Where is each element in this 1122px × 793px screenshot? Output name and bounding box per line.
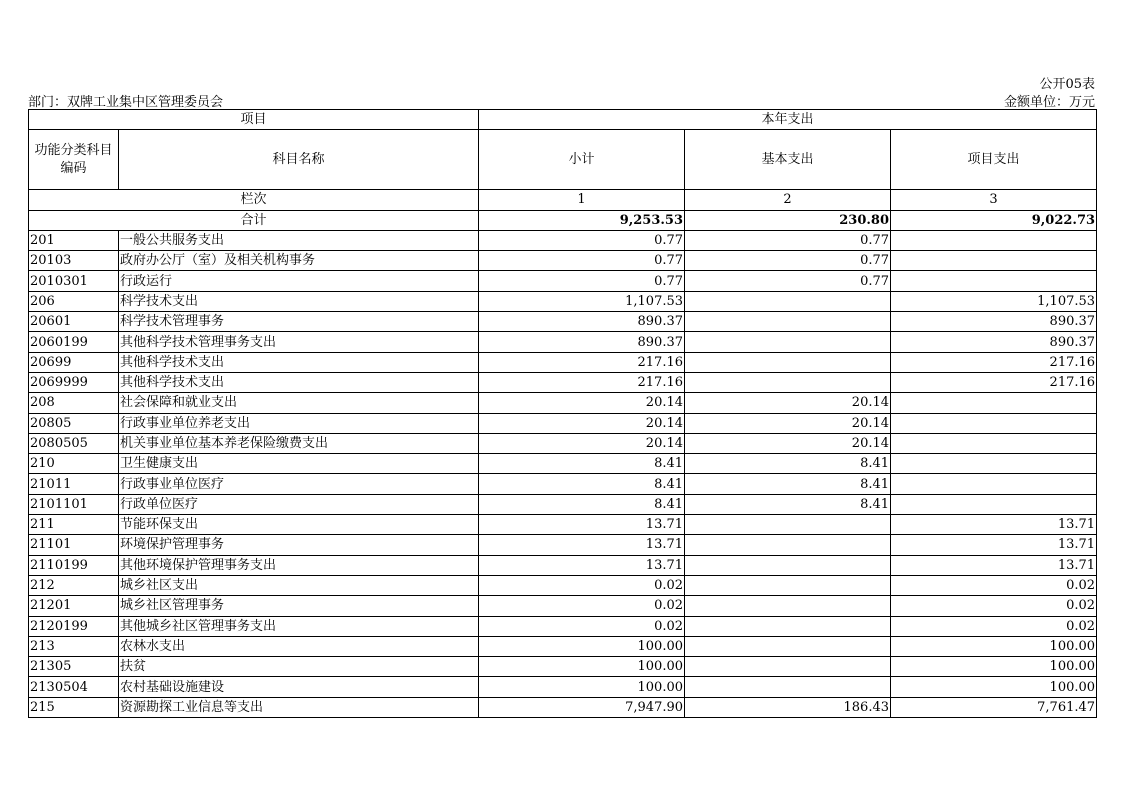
table-row — [29, 616, 1097, 636]
row-basic — [685, 657, 891, 677]
row-basic — [685, 515, 891, 535]
row-basic: 20.14 — [685, 413, 891, 433]
row-name: 城乡社区支出 — [119, 575, 479, 595]
row-subtotal: 13.71 — [479, 555, 685, 575]
row-project: 890.37 — [891, 332, 1097, 352]
row-name: 其他环境保护管理事务支出 — [119, 555, 479, 575]
row-name: 社会保障和就业支出 — [119, 393, 479, 413]
row-code: 215 — [29, 697, 119, 717]
row-code: 20103 — [29, 251, 119, 271]
header-row-1 — [29, 110, 1097, 130]
row-code: 208 — [29, 393, 119, 413]
table-row — [29, 393, 1097, 413]
row-project: 7,761.47 — [891, 697, 1097, 717]
row-basic — [685, 372, 891, 392]
row-subtotal: 0.77 — [479, 251, 685, 271]
table-row — [29, 271, 1097, 291]
row-project — [891, 251, 1097, 271]
row-project: 100.00 — [891, 677, 1097, 697]
row-code: 211 — [29, 515, 119, 535]
table-row — [29, 372, 1097, 392]
row-subtotal: 8.41 — [479, 494, 685, 514]
table-row — [29, 697, 1097, 717]
row-code: 2069999 — [29, 372, 119, 392]
table-row — [29, 433, 1097, 453]
row-project — [891, 494, 1097, 514]
row-name: 行政单位医疗 — [119, 494, 479, 514]
row-subtotal: 8.41 — [479, 454, 685, 474]
row-code: 2110199 — [29, 555, 119, 575]
row-basic: 20.14 — [685, 433, 891, 453]
row-subtotal: 13.71 — [479, 515, 685, 535]
row-name: 其他科学技术支出 — [119, 352, 479, 372]
table-row — [29, 291, 1097, 311]
row-basic: 20.14 — [685, 393, 891, 413]
table-row — [29, 312, 1097, 332]
table-row — [29, 596, 1097, 616]
row-code: 21101 — [29, 535, 119, 555]
row-basic — [685, 312, 891, 332]
row-subtotal: 100.00 — [479, 636, 685, 656]
column-1: 1 — [479, 190, 685, 210]
row-code: 21305 — [29, 657, 119, 677]
table-row — [29, 454, 1097, 474]
row-subtotal: 0.02 — [479, 616, 685, 636]
table-row — [29, 474, 1097, 494]
row-project: 13.71 — [891, 535, 1097, 555]
row-project — [891, 413, 1097, 433]
row-subtotal: 8.41 — [479, 474, 685, 494]
row-basic — [685, 352, 891, 372]
row-code: 21011 — [29, 474, 119, 494]
header-basic: 基本支出 — [685, 130, 891, 190]
row-basic — [685, 575, 891, 595]
row-project: 0.02 — [891, 575, 1097, 595]
row-project — [891, 393, 1097, 413]
row-name: 城乡社区管理事务 — [119, 596, 479, 616]
row-code: 20805 — [29, 413, 119, 433]
total-subtotal: 9,253.53 — [479, 210, 685, 230]
row-code: 20601 — [29, 312, 119, 332]
row-name: 科学技术管理事务 — [119, 312, 479, 332]
total-basic: 230.80 — [685, 210, 891, 230]
row-project: 100.00 — [891, 636, 1097, 656]
total-row — [29, 210, 1097, 230]
table-row — [29, 413, 1097, 433]
row-project: 13.71 — [891, 555, 1097, 575]
column-label: 栏次 — [29, 190, 479, 210]
table-row — [29, 251, 1097, 271]
row-subtotal: 100.00 — [479, 657, 685, 677]
table-row — [29, 555, 1097, 575]
row-name: 行政事业单位养老支出 — [119, 413, 479, 433]
column-number-row — [29, 190, 1097, 210]
row-name: 节能环保支出 — [119, 515, 479, 535]
row-code: 201 — [29, 230, 119, 250]
row-name: 其他科学技术管理事务支出 — [119, 332, 479, 352]
row-name: 资源勘探工业信息等支出 — [119, 697, 479, 717]
row-name: 一般公共服务支出 — [119, 230, 479, 250]
row-basic — [685, 535, 891, 555]
header-subtotal: 小计 — [479, 130, 685, 190]
row-basic — [685, 291, 891, 311]
row-subtotal: 0.02 — [479, 596, 685, 616]
row-project — [891, 271, 1097, 291]
row-project: 217.16 — [891, 352, 1097, 372]
row-subtotal: 0.77 — [479, 230, 685, 250]
row-basic — [685, 555, 891, 575]
row-code: 20699 — [29, 352, 119, 372]
row-subtotal: 13.71 — [479, 535, 685, 555]
row-project: 890.37 — [891, 312, 1097, 332]
row-basic: 0.77 — [685, 251, 891, 271]
form-number: 公开05表 — [1039, 77, 1095, 92]
row-name: 行政运行 — [119, 271, 479, 291]
row-project — [891, 433, 1097, 453]
row-basic: 186.43 — [685, 697, 891, 717]
row-project — [891, 230, 1097, 250]
row-project: 1,107.53 — [891, 291, 1097, 311]
amount-unit-label: 金额单位：万元 — [1003, 95, 1095, 110]
row-subtotal: 217.16 — [479, 352, 685, 372]
row-code: 210 — [29, 454, 119, 474]
column-2: 2 — [685, 190, 891, 210]
table-row — [29, 535, 1097, 555]
row-basic — [685, 596, 891, 616]
row-project: 100.00 — [891, 657, 1097, 677]
row-project: 13.71 — [891, 515, 1097, 535]
row-project — [891, 474, 1097, 494]
row-subtotal: 20.14 — [479, 433, 685, 453]
row-basic: 8.41 — [685, 494, 891, 514]
row-subtotal: 890.37 — [479, 332, 685, 352]
column-3: 3 — [891, 190, 1097, 210]
row-name: 扶贫 — [119, 657, 479, 677]
table-row — [29, 636, 1097, 656]
row-basic: 0.77 — [685, 230, 891, 250]
table-row — [29, 677, 1097, 697]
row-name: 行政事业单位医疗 — [119, 474, 479, 494]
row-basic: 8.41 — [685, 474, 891, 494]
expenditure-table — [28, 109, 1097, 718]
row-subtotal: 0.77 — [479, 271, 685, 291]
total-project: 9,022.73 — [891, 210, 1097, 230]
department-label: 部门：双牌工业集中区管理委员会 — [28, 95, 224, 110]
table-row — [29, 515, 1097, 535]
row-name: 卫生健康支出 — [119, 454, 479, 474]
table-row — [29, 575, 1097, 595]
total-label: 合计 — [29, 210, 479, 230]
table-row — [29, 352, 1097, 372]
row-code: 2130504 — [29, 677, 119, 697]
row-name: 政府办公厅（室）及相关机构事务 — [119, 251, 479, 271]
row-subtotal: 20.14 — [479, 393, 685, 413]
row-code: 212 — [29, 575, 119, 595]
table-row — [29, 657, 1097, 677]
row-subtotal: 7,947.90 — [479, 697, 685, 717]
row-name: 科学技术支出 — [119, 291, 479, 311]
row-basic — [685, 677, 891, 697]
row-name: 农村基础设施建设 — [119, 677, 479, 697]
row-name: 环境保护管理事务 — [119, 535, 479, 555]
row-subtotal: 1,107.53 — [479, 291, 685, 311]
header-row-2 — [29, 130, 1097, 190]
row-code: 2010301 — [29, 271, 119, 291]
row-code: 213 — [29, 636, 119, 656]
row-code: 2080505 — [29, 433, 119, 453]
row-basic — [685, 636, 891, 656]
header-name: 科目名称 — [119, 130, 479, 190]
row-subtotal: 20.14 — [479, 413, 685, 433]
row-name: 其他科学技术支出 — [119, 372, 479, 392]
row-project — [891, 454, 1097, 474]
row-code: 2120199 — [29, 616, 119, 636]
row-code: 2101101 — [29, 494, 119, 514]
row-basic: 0.77 — [685, 271, 891, 291]
row-project: 0.02 — [891, 616, 1097, 636]
table-row — [29, 332, 1097, 352]
row-name: 农林水支出 — [119, 636, 479, 656]
row-subtotal: 100.00 — [479, 677, 685, 697]
row-subtotal: 217.16 — [479, 372, 685, 392]
header-current-year: 本年支出 — [479, 110, 1097, 130]
row-project: 217.16 — [891, 372, 1097, 392]
header-project: 项目支出 — [891, 130, 1097, 190]
row-subtotal: 0.02 — [479, 575, 685, 595]
row-basic: 8.41 — [685, 454, 891, 474]
row-name: 机关事业单位基本养老保险缴费支出 — [119, 433, 479, 453]
row-code: 21201 — [29, 596, 119, 616]
row-code: 2060199 — [29, 332, 119, 352]
row-project: 0.02 — [891, 596, 1097, 616]
header-code: 功能分类科目编码 — [29, 130, 119, 190]
table-row — [29, 230, 1097, 250]
header-item: 项目 — [29, 110, 479, 130]
row-basic — [685, 332, 891, 352]
table-row — [29, 494, 1097, 514]
row-code: 206 — [29, 291, 119, 311]
row-basic — [685, 616, 891, 636]
row-subtotal: 890.37 — [479, 312, 685, 332]
row-name: 其他城乡社区管理事务支出 — [119, 616, 479, 636]
